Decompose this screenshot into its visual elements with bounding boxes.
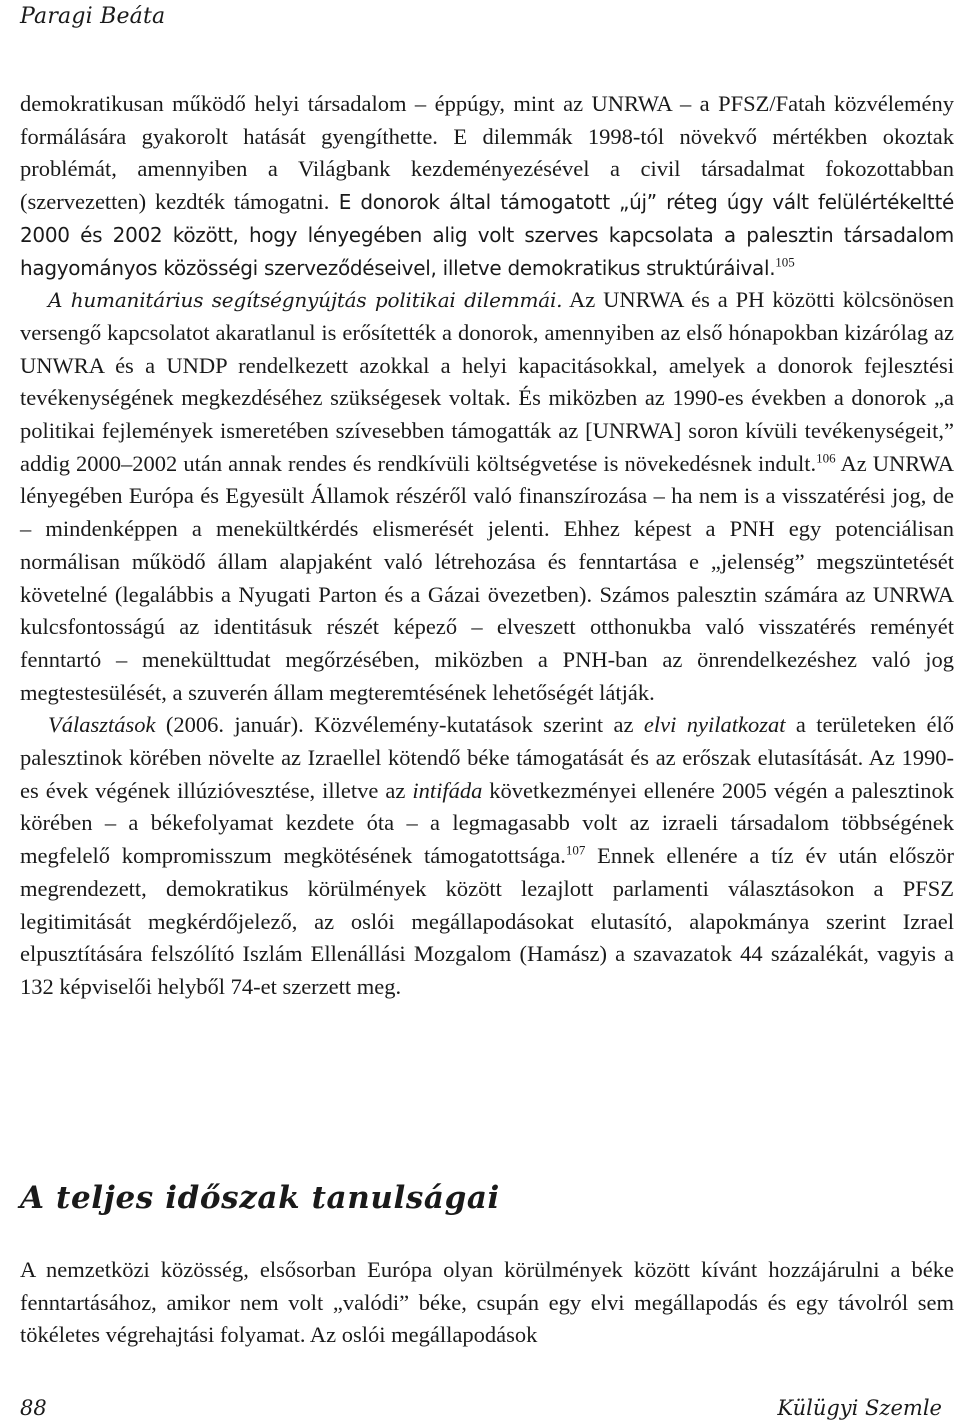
running-head-author: Paragi Beáta	[20, 4, 166, 29]
emphasis-intifada: intifáda	[412, 777, 483, 803]
paragraph-2	[20, 284, 954, 709]
paragraph-3-part-a: (2006. január). Közvélemény-kutatások szerint az	[155, 712, 644, 738]
paragraph-1-part-b: E donorok által támogatott „új” réteg úgy vált felülértékeltté 2000 és 2002 között, hogy lényegében alig volt szerves kapcsolata a palesztin társadalom hagyományos közösségi szerveződéseivel, illetve demokratikus struktúráival.	[20, 190, 954, 280]
inline-heading-humanitarian: A humanitárius segítségnyújtás politikai dilemmái.	[48, 288, 563, 313]
emphasis-elvi-nyilatkozat: elvi nyilatkozat	[643, 712, 786, 738]
inline-heading-elections: Választások	[48, 712, 156, 738]
section-title: A teljes időszak tanulságai	[20, 1180, 500, 1216]
paragraph-1	[20, 88, 954, 284]
footnote-ref-107[interactable]: 107	[565, 842, 586, 858]
footnote-ref-105[interactable]: 105	[775, 254, 795, 270]
section-paragraph-1: A nemzetközi közösség, elsősorban Európa olyan körülmények között kívánt hozzájárulni a béke fenntartásához, amikor nem volt „valódi” béke, csupán egy elvi megállapodás és egy távolról sem tökéletes végrehajtási folyamat. Az oslói megállapodások	[20, 1257, 954, 1348]
paragraph-3-part-c: következményei ellenére 2005 végén a palesztinok körében – a békefolyamat kezdete óta – a legmagasabb volt az izraeli társadalom többségének megfelelő kompromisszum megkötésének támogatottsága.	[20, 777, 954, 869]
main-body-text	[20, 88, 954, 1004]
journal-name: Külügyi Szemle	[777, 1396, 942, 1420]
paragraph-3-part-b: a területeken élő palesztinok körében növelte az Izraellel kötendő béke támogatását és az erőszak elutasítását. Az 1990-es évek végének illúzióvesztése, illetve az	[20, 712, 954, 803]
section-body-text	[20, 1254, 954, 1352]
paragraph-2-part-a: Az UNRWA és a PH közötti kölcsönösen versengő kapcsolatot akaratlanul is erősítették a donorok, amennyiben az első hónapokban kizárólag az UNWRA és a UNDP rendelkezett azokkal a helyi kapacitásokkal, amelyek a donorok fejlesztési tevékenységének megkezdéséhez szükségesek voltak. És miközben az 1990-es években a donorok „a politikai fejlemények ismeretében szívesebben támogatták az [UNRWA] soron kívüli tevékenységeit,” addig 2000–2002 után annak rendes és rendkívüli költségvetése is növekedésnek indult.	[20, 287, 954, 476]
paragraph-3	[20, 709, 954, 1003]
paragraph-2-part-b: Az UNRWA lényegében Európa és Egyesült Államok részéről való finanszírozása – ha nem is a visszatérési jog, de – mindenképpen a menekültkérdés elismerését jelenti. Ehhez képest a PNH egy potenciálisan normálisan működő állam alapjaként való létrehozása és fenntartása e „jelenség” megszüntetését követelné (legalábbis a Nyugati Parton és a Gázai övezetben). Számos palesztin számára az UNRWA kulcsfontosságú az identitásuk részét képező – elveszett otthonukba való visszatérés reményét fenntartó – menekülttudat megőrzésében, miközben a PNH-ban az önrendelkezéshez való jog megtestesülését, a szuverén állam megteremtésének lehetőségét látják.	[20, 450, 955, 705]
paragraph-3-part-d: Ennek ellenére a tíz év után először megrendezett, demokratikus körülmények között lezajlott parlamenti választásokon a PFSZ legitimitását megkérdőjelező, az oslói megállapodásokat elutasító, alapokmánya szerint Izrael elpusztítására felszólító Iszlám Ellenállási Mozgalom (Hamász) a szavazatok 44 százalékát, vagyis a 132 képviselői helyből 74-et szerzett meg.	[20, 843, 954, 999]
footnote-ref-106[interactable]: 106	[816, 450, 836, 466]
page-number: 88	[20, 1396, 47, 1420]
paragraph-1-part-a: demokratikusan működő helyi társadalom – éppúgy, mint az UNRWA – a PFSZ/Fatah közvélemény formálására gyakorolt hatását gyengíthette. E dilemmák 1998-tól növekvő mértékben okoztak problémát, amennyiben a Világbank kezdeményezésével a civil társadalmat fokozottabban (szervezetten) kezdték támogatni.	[20, 91, 954, 215]
